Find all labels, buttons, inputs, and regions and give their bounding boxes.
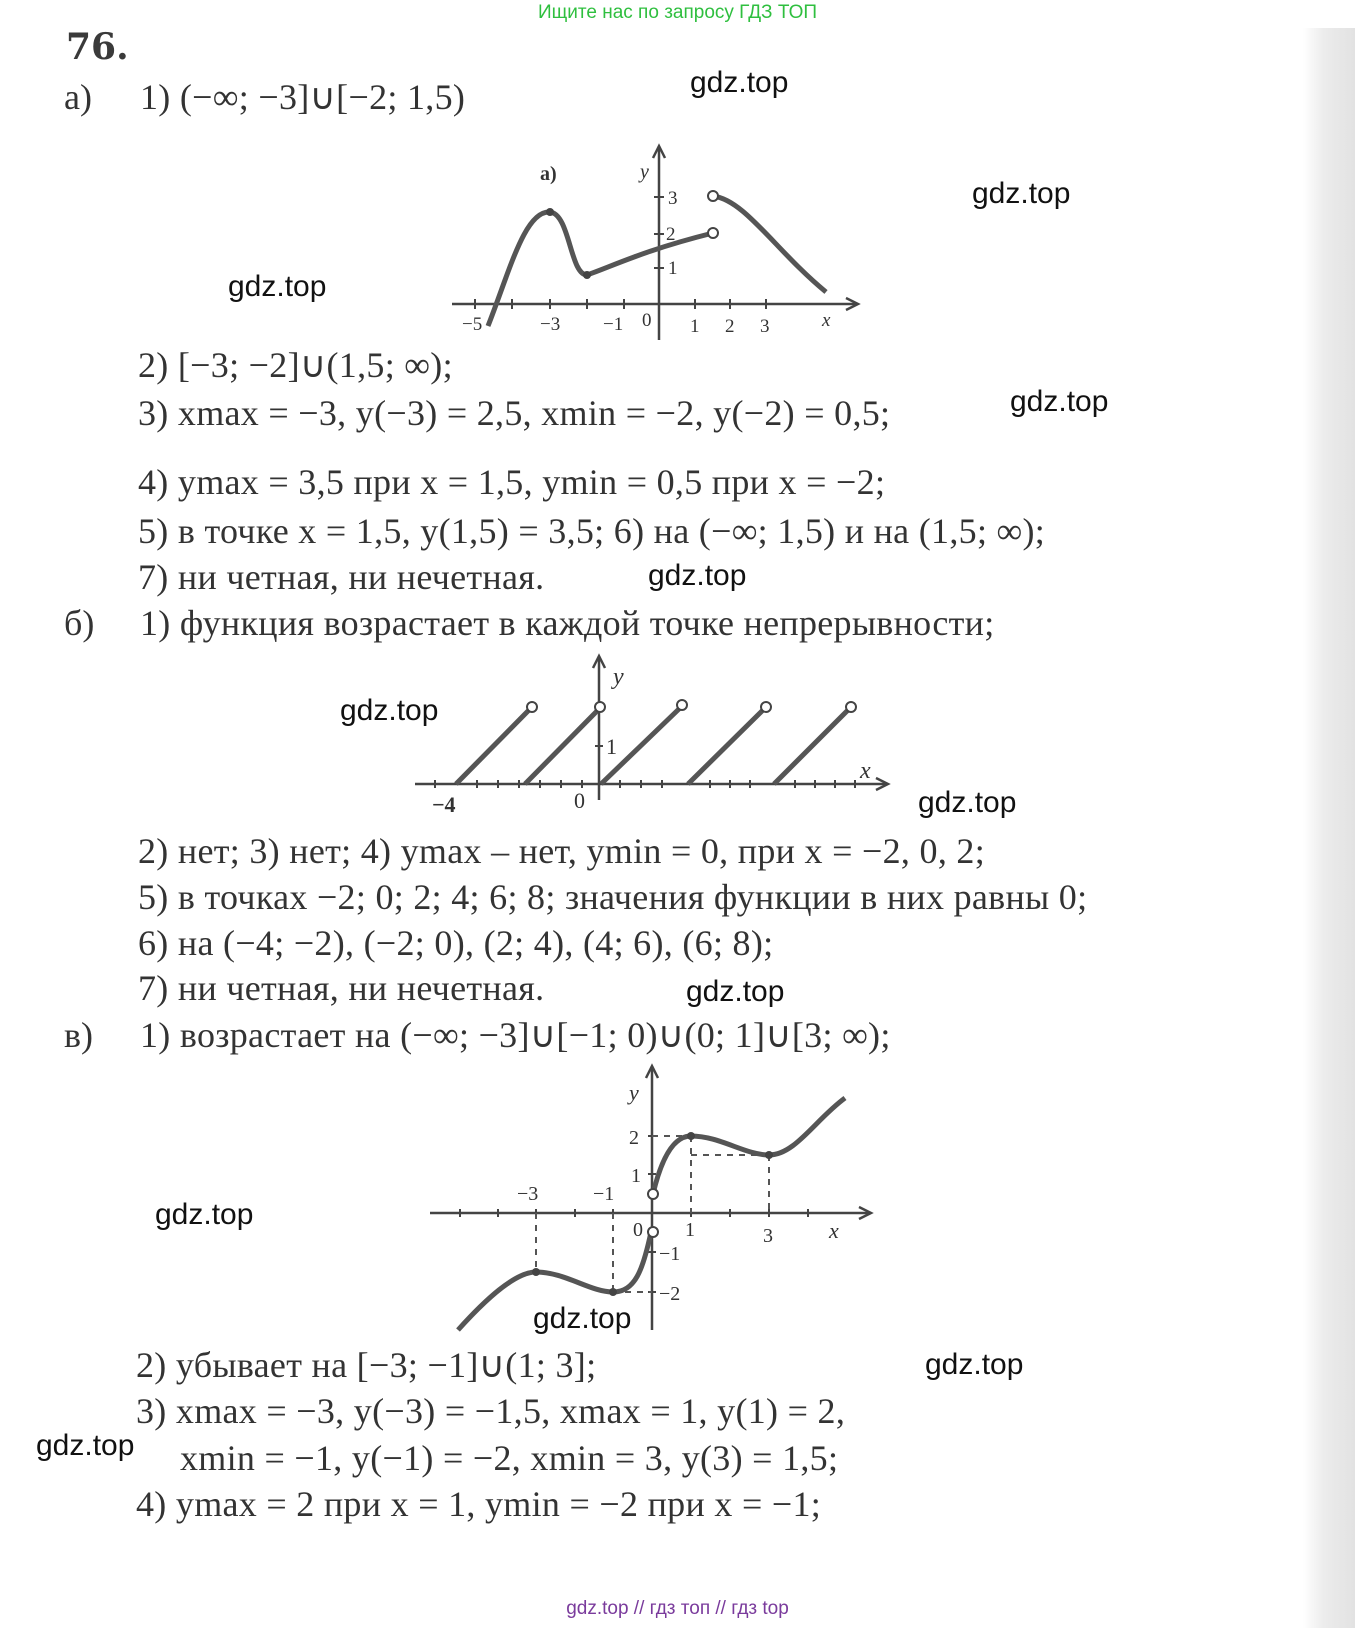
graph-a-curve-right xyxy=(713,196,826,292)
svg-text:2: 2 xyxy=(629,1127,639,1149)
svg-text:2: 2 xyxy=(666,224,676,245)
part-b-line-2: 2) нет; 3) нет; 4) ymax – нет, ymin = 0, при x = −2, 0, 2; xyxy=(138,831,986,871)
part-a-line-6: 7) ни четная, ни нечетная. xyxy=(138,557,545,597)
graph-a-curve-left xyxy=(488,212,713,326)
page-edge-shadow xyxy=(1303,28,1355,1628)
part-c-line-5: 4) ymax = 2 при x = 1, ymin = −2 при x = −1; xyxy=(136,1484,822,1524)
svg-text:y: y xyxy=(629,1080,639,1105)
part-a-label: а) xyxy=(64,77,92,117)
part-b-line-4: 6) на (−4; −2), (−2; 0), (2; 4), (4; 6), (6; 8); xyxy=(138,923,774,963)
part-a-line-5: 5) в точке x = 1,5, y(1,5) = 3,5; 6) на (−∞; 1,5) и на (1,5; ∞); xyxy=(138,511,1046,551)
graph-b-segment xyxy=(525,710,598,784)
graph-c xyxy=(425,1060,895,1340)
graph-a-open-point xyxy=(708,228,718,238)
svg-text:1: 1 xyxy=(690,316,700,337)
watermark: gdz.top xyxy=(648,559,747,592)
part-c-line-1: 1) возрастает на (−∞; −3]∪[−1; 0)∪(0; 1]∪[3; ∞); xyxy=(140,1015,891,1055)
graph-c-open-point xyxy=(648,1189,658,1199)
svg-text:−5: −5 xyxy=(462,314,483,335)
svg-text:3: 3 xyxy=(668,188,678,209)
watermark: gdz.top xyxy=(36,1429,135,1462)
svg-text:−4: −4 xyxy=(432,792,456,817)
part-a-line-3: 3) xmax = −3, y(−3) = 2,5, xmin = −2, y(−2) = 0,5; xyxy=(138,393,891,433)
svg-text:x: x xyxy=(822,310,831,331)
watermark: gdz.top xyxy=(228,270,327,303)
part-b-label: б) xyxy=(64,603,95,643)
part-c-line-2: 2) убывает на [−3; −1]∪(1; 3]; xyxy=(136,1345,597,1385)
watermark: gdz.top xyxy=(972,177,1071,210)
svg-text:1: 1 xyxy=(606,734,617,759)
part-c-line-4: xmin = −1, y(−1) = −2, xmin = 3, y(3) = 1,5; xyxy=(180,1438,839,1478)
graph-b-segment xyxy=(774,710,848,784)
graph-b-open-point xyxy=(527,702,537,712)
watermark: gdz.top xyxy=(155,1198,254,1231)
svg-text:0: 0 xyxy=(574,788,585,813)
part-a-line-2: 2) [−3; −2]∪(1,5; ∞); xyxy=(138,345,453,385)
graph-c-curve-left xyxy=(458,1232,651,1330)
part-b-line-3: 5) в точках −2; 0; 2; 4; 6; 8; значения функции в них равны 0; xyxy=(138,877,1088,917)
graph-c-curve-right xyxy=(653,1098,845,1194)
svg-text:−1: −1 xyxy=(659,1243,681,1265)
top-banner[interactable]: Ищите нас по запросу ГДЗ ТОП xyxy=(537,2,818,23)
svg-text:−3: −3 xyxy=(517,1183,539,1205)
svg-text:0: 0 xyxy=(633,1219,643,1241)
svg-text:y: y xyxy=(640,161,649,183)
svg-text:2: 2 xyxy=(725,316,735,337)
graph-a-open-point xyxy=(708,191,718,201)
svg-text:1: 1 xyxy=(668,258,678,279)
graph-c-open-point xyxy=(648,1227,658,1237)
svg-text:−2: −2 xyxy=(659,1283,681,1305)
svg-text:−1: −1 xyxy=(603,314,624,335)
part-b-line-1: 1) функция возрастает в каждой точке непрерывности; xyxy=(140,603,995,643)
graph-b-open-point xyxy=(846,702,856,712)
watermark: gdz.top xyxy=(340,694,439,727)
svg-text:1: 1 xyxy=(631,1165,641,1187)
part-c-label: в) xyxy=(64,1015,93,1055)
watermark: gdz.top xyxy=(1010,385,1109,418)
graph-a-title: а) xyxy=(540,163,557,185)
svg-text:1: 1 xyxy=(685,1219,695,1241)
part-c-line-3: 3) xmax = −3, y(−3) = −1,5, xmax = 1, y(1) = 2, xyxy=(136,1391,846,1431)
part-b-line-5: 7) ни четная, ни нечетная. xyxy=(138,968,545,1008)
svg-text:3: 3 xyxy=(760,316,770,337)
svg-text:x: x xyxy=(829,1218,839,1243)
svg-text:3: 3 xyxy=(763,1225,773,1247)
watermark: gdz.top xyxy=(925,1348,1024,1381)
graph-b-open-point xyxy=(761,702,771,712)
watermark: gdz.top xyxy=(686,975,785,1008)
svg-text:−3: −3 xyxy=(540,314,561,335)
svg-text:0: 0 xyxy=(642,310,652,331)
graph-b-open-point xyxy=(677,700,687,710)
svg-text:y: y xyxy=(613,664,624,690)
graph-a xyxy=(440,140,880,350)
part-a-line-1: 1) (−∞; −3]∪[−2; 1,5) xyxy=(140,77,466,117)
watermark: gdz.top xyxy=(690,66,789,99)
part-a-line-4: 4) ymax = 3,5 при x = 1,5, ymin = 0,5 при x = −2; xyxy=(138,462,886,502)
svg-text:x: x xyxy=(860,758,871,784)
problem-number: 76. xyxy=(66,26,129,68)
watermark: gdz.top xyxy=(533,1302,632,1335)
graph-b-segment xyxy=(456,710,529,784)
graph-b-segment xyxy=(688,710,763,784)
svg-text:−1: −1 xyxy=(593,1183,615,1205)
graph-b-open-point xyxy=(595,702,605,712)
bottom-banner[interactable]: gdz.top // гдз топ // гдз top xyxy=(566,1598,789,1619)
watermark: gdz.top xyxy=(918,786,1017,819)
graph-b xyxy=(410,650,900,820)
